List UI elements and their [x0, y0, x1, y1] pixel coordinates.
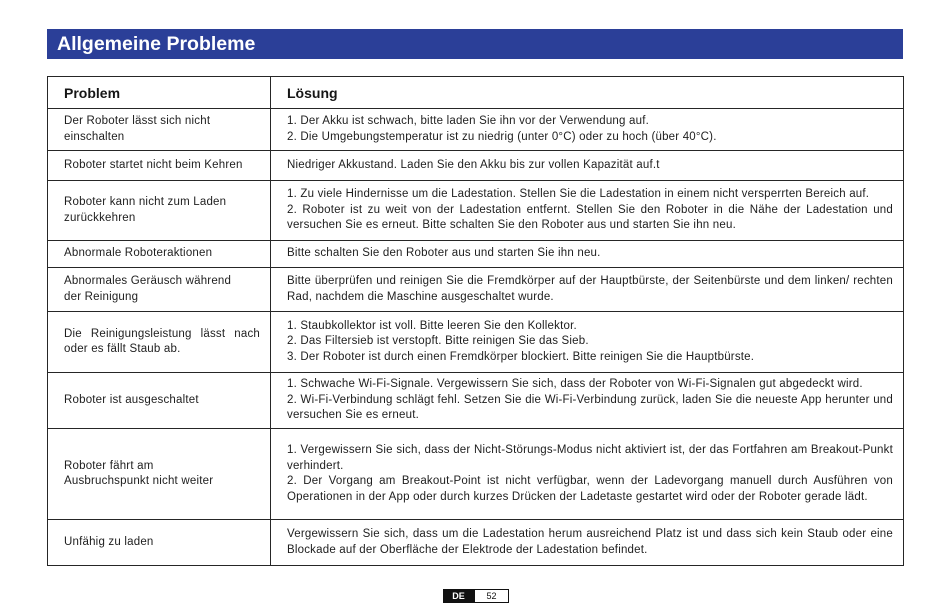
- page-title-bar: [47, 29, 903, 59]
- column-header-solution: Lösung: [271, 77, 904, 109]
- table-row: [48, 241, 904, 268]
- problem-cell: Abnormales Geräusch während der Reinigung: [48, 268, 271, 312]
- problem-cell: Abnormale Roboteraktionen: [48, 241, 271, 268]
- problem-cell: Die Reinigungsleistung lässt nach oder es fällt Staub ab.: [48, 312, 271, 373]
- solution-item: 1. Vergewissern Sie sich, dass der Nicht-Störungs-Modus nicht aktiviert ist, der das Fortfahren am Breakout-Punkt verhindert.: [287, 444, 893, 472]
- solution-item: Bitte überprüfen und reinigen Sie die Fremdkörper auf der Hauptbürste, der Seitenbürste und dem linken/ rechten Rad, nachdem die Maschine ausgeschaltet wurde.: [287, 275, 893, 303]
- problem-cell: Unfähig zu laden: [48, 520, 271, 566]
- table-row: [48, 429, 904, 520]
- language-label: DE: [443, 589, 474, 603]
- table-body: [48, 109, 904, 566]
- table-row: [48, 181, 904, 241]
- problem-cell: Roboter startet nicht beim Kehren: [48, 151, 271, 181]
- table-row: [48, 151, 904, 181]
- table-row: [48, 109, 904, 151]
- solution-item: 1. Der Akku ist schwach, bitte laden Sie ihn vor der Verwendung auf.: [287, 115, 649, 127]
- solution-cell: [271, 429, 904, 520]
- solution-cell: [271, 109, 904, 151]
- troubleshooting-table: [47, 76, 904, 566]
- solution-cell: [271, 181, 904, 241]
- solution-item: 2. Das Filtersieb ist verstopft. Bitte reinigen Sie das Sieb.: [287, 335, 589, 348]
- solution-item: 2. Wi-Fi-Verbindung schlägt fehl. Setzen Sie die Wi-Fi-Verbindung zurück, laden Sie die neueste App herunter und versuchen Sie es erneut.: [287, 393, 893, 422]
- problem-cell: Der Roboter lässt sich nicht einschalten: [48, 109, 271, 151]
- table-row: [48, 268, 904, 312]
- solution-item: Vergewissern Sie sich, dass um die Ladestation herum ausreichend Platz ist und dass sich kein Staub oder eine Blockade auf der Oberfläche der Elektrode der Ladestation befindet.: [287, 528, 893, 556]
- solution-item: 1. Schwache Wi-Fi-Signale. Vergewissern Sie sich, dass der Roboter von Wi-Fi-Signalen gut abgedeckt wird.: [287, 378, 863, 391]
- solution-item: 2. Roboter ist zu weit von der Ladestation entfernt. Stellen Sie den Roboter in die Nähe der Ladestation und versuchen Sie es erneut. Bitte schalten Sie den Roboter aus und starten Sie ihn neu.: [287, 203, 893, 232]
- solution-item: 1. Zu viele Hindernisse um die Ladestation. Stellen Sie die Ladestation in einem nicht versperrten Bereich auf.: [287, 188, 870, 201]
- solution-cell: [271, 520, 904, 566]
- table-row: [48, 520, 904, 566]
- column-header-problem: Problem: [48, 77, 271, 109]
- table-header: [48, 77, 904, 109]
- table-header-row: [48, 77, 904, 109]
- table-row: [48, 373, 904, 429]
- solution-item: 1. Staubkollektor ist voll. Bitte leeren Sie den Kollektor.: [287, 319, 577, 332]
- page-number: 52: [474, 589, 509, 603]
- solution-cell: [271, 151, 904, 181]
- solution-item: Niedriger Akkustand. Laden Sie den Akku bis zur vollen Kapazität auf.t: [287, 158, 660, 171]
- solution-cell: [271, 312, 904, 373]
- page-title: Allgemeine Probleme: [57, 33, 256, 55]
- solution-cell: [271, 373, 904, 429]
- page-badge: [443, 589, 509, 603]
- solution-item: 2. Der Vorgang am Breakout-Point ist nicht verfügbar, wenn der Ladevorgang manuell durch Ausführen von Operationen in der App oder durch kurzes Drücken der Ladetaste gestartet wird oder der Roboter gerade lädt.: [287, 475, 893, 503]
- problem-cell: Roboter kann nicht zum Laden zurückkehren: [48, 181, 271, 241]
- solution-item: Bitte schalten Sie den Roboter aus und starten Sie ihn neu.: [287, 247, 601, 260]
- solution-item: 2. Die Umgebungstemperatur ist zu niedrig (unter 0°C) oder zu hoch (über 40°C).: [287, 130, 717, 143]
- solution-cell: [271, 241, 904, 268]
- solution-cell: [271, 268, 904, 312]
- problem-cell: Roboter ist ausgeschaltet: [48, 373, 271, 429]
- solution-item: 3. Der Roboter ist durch einen Fremdkörper blockiert. Bitte reinigen Sie die Hauptbürste.: [287, 350, 755, 363]
- table-row: [48, 312, 904, 373]
- problem-cell: Roboter fährt am Ausbruchspunkt nicht weiter: [48, 429, 271, 520]
